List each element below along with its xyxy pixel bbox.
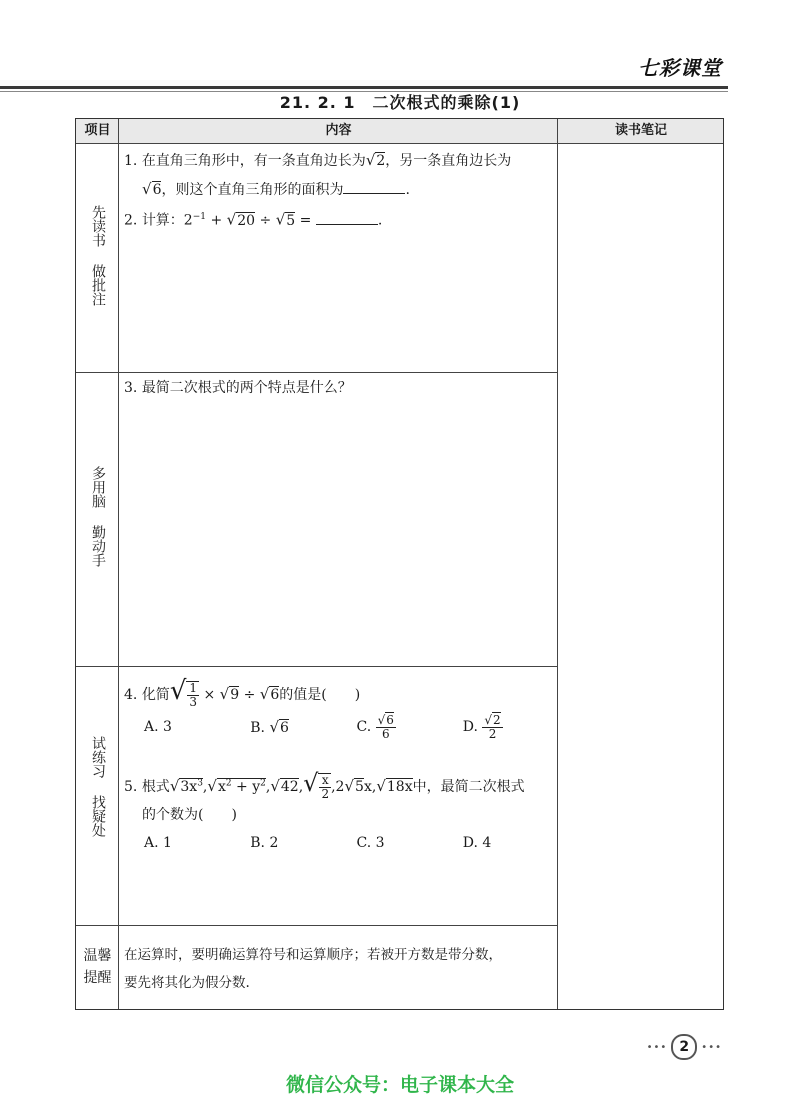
q1-number: 1. (124, 153, 138, 169)
q5-option-c[interactable]: C. 3 (356, 835, 385, 851)
q5-expr-2a: x (217, 779, 226, 795)
q4-option-d-label: D. (462, 719, 483, 735)
q5-option-b[interactable]: B. 2 (250, 835, 279, 851)
q4-option-d-den: 2 (488, 726, 497, 741)
q5-expr-5: 5 (355, 779, 364, 795)
sqrt-icon: √ (219, 685, 230, 703)
divider-row-2 (76, 666, 557, 667)
sqrt-icon: √ (169, 676, 187, 706)
question-1 (124, 146, 549, 204)
study-table (75, 118, 724, 1010)
q2-divide: ÷ (255, 212, 276, 229)
sqrt-icon: √ (269, 718, 280, 736)
page-number (647, 1034, 722, 1060)
q4-number: 4. (124, 687, 138, 703)
q1-text-c: ，则这个直角三角形的面积为 (161, 182, 344, 198)
q2-number: 2. (124, 212, 138, 229)
q5-expr-6: 18x (386, 779, 413, 795)
table-header-row (76, 119, 723, 144)
q5-line-2: 的个数为( ) (142, 807, 237, 823)
q4-radicand-9: 9 (230, 687, 240, 703)
header-content: 内容 (325, 123, 352, 138)
q3-text: 最简二次根式的两个特点是什么？ (141, 380, 352, 396)
notes-column[interactable] (558, 144, 724, 1009)
section-label-think (76, 466, 119, 574)
header-notes: 读书笔记 (614, 123, 667, 138)
q5-expr-1-exp: 3 (197, 778, 203, 789)
q3-number: 3. (124, 380, 138, 396)
page-number-value: 2 (671, 1034, 697, 1060)
question-2 (124, 203, 549, 235)
q5-expr-5-var: x (363, 779, 372, 795)
q4-option-d-num: 2 (493, 712, 501, 727)
header-item: 项目 (84, 123, 111, 138)
q4-option-c-label: C. (356, 719, 376, 735)
q5-expr-4 (318, 773, 331, 801)
q5-expr-1: 3x (180, 779, 198, 795)
section-label-read-2: 做批注 (90, 264, 106, 306)
q4-fraction (186, 681, 199, 709)
q4-option-c-fraction (376, 714, 396, 741)
q4-options (124, 713, 549, 742)
sqrt-icon: √ (377, 712, 386, 727)
sqrt-icon: √ (207, 777, 217, 795)
tip-line-2: 要先将其化为假分数. (124, 975, 250, 991)
section-label-practice-1: 试练习 (90, 736, 106, 778)
q2-plus: + (206, 212, 227, 229)
dots-left-icon: ••• (646, 1041, 668, 1053)
q2-radicand-2: 5 (286, 212, 296, 229)
q2-equals: = (295, 212, 316, 229)
q5-number: 5. (124, 779, 138, 795)
sqrt-icon: √ (303, 769, 319, 797)
q1-end: . (405, 182, 410, 198)
sqrt-icon: √ (376, 777, 386, 795)
q4-text-a: 化简 (141, 687, 170, 703)
section-label-think-2: 勤动手 (90, 525, 106, 567)
sqrt-icon: √ (270, 777, 280, 795)
q4-frac-num: 1 (189, 681, 198, 695)
question-5: 5. 根式$√3x^3,√x^2 + y^2,√42,√$ $\frac{x}{2}$ ,2√5x,√18x中，最简二次根式 的个数为( ) A. 1 B. 2 C. 3 D. 4 (124, 769, 549, 857)
tip-text (124, 941, 554, 997)
q4-radicand-6: 6 (270, 687, 280, 703)
q4-option-c-den: 6 (381, 726, 390, 741)
q5-text-a: 根式 (141, 779, 170, 795)
section-label-tip (76, 945, 119, 989)
q1-text-b: ，另一条直角边长为 (385, 153, 512, 169)
q5-expr-2a-exp: 2 (225, 778, 232, 789)
section-label-think-1: 多用脑 (90, 466, 106, 508)
q1-radicand-2: 6 (152, 182, 162, 198)
q5-option-a[interactable]: A. 1 (144, 835, 172, 851)
sqrt-icon: √ (484, 712, 493, 727)
q5-options (124, 829, 549, 857)
q4-frac-den: 3 (189, 695, 198, 709)
q2-radicand-1: 20 (237, 212, 256, 229)
section-label-practice-2: 找疑处 (90, 795, 106, 837)
section-label-read-1: 先读书 (90, 205, 106, 247)
brand-logo: 七彩课堂 (638, 56, 722, 80)
q2-text-a: 计算：2 (141, 212, 193, 229)
q4-option-c[interactable] (337, 713, 443, 742)
section-label-tip-1: 温馨 (83, 948, 112, 964)
q5-option-d[interactable]: D. 4 (462, 835, 492, 851)
q5-expr-4-num: x (319, 774, 331, 788)
q4-option-b-radicand: 6 (280, 720, 289, 736)
q1-radicand-1: 2 (376, 153, 386, 169)
q4-option-c-num: 6 (386, 712, 394, 727)
divider-row-3 (76, 925, 557, 926)
q4-divide: ÷ (239, 687, 260, 703)
question-3 (124, 374, 549, 402)
divider-row-1 (76, 372, 557, 373)
section-label-tip-2: 提醒 (83, 970, 112, 986)
sqrt-icon: √ (344, 777, 355, 795)
q1-answer-blank[interactable] (343, 179, 405, 194)
q4-option-b-label: B. (250, 720, 270, 736)
sqrt-icon: √ (259, 685, 270, 703)
q2-end: . (377, 212, 383, 229)
q1-text-a: 在直角三角形中，有一条直角边长为 (141, 153, 366, 169)
section-label-read (76, 205, 119, 313)
q5-expr-2b: + y (231, 779, 261, 795)
sqrt-icon: √ (169, 777, 180, 795)
question-4 (124, 677, 549, 742)
q5-expr-3: 42 (280, 779, 299, 795)
section-label-practice (76, 736, 119, 844)
q5-expr-5-coef: 2 (335, 779, 345, 795)
sqrt-icon: √ (142, 180, 152, 198)
page-title: 21. 2. 1 二次根式的乘除(1) (279, 93, 521, 112)
q4-option-b[interactable] (230, 713, 336, 742)
q4-option-d[interactable] (443, 713, 549, 742)
tip-line-1: 在运算时，要明确运算符号和运算顺序；若被开方数是带分数， (124, 947, 502, 963)
q4-text-b: 的值是( ) (279, 687, 361, 703)
q5-expr-2b-exp: 2 (260, 778, 266, 789)
dots-right-icon: ••• (701, 1041, 722, 1053)
q4-times: × (199, 687, 220, 703)
sqrt-icon: √ (275, 210, 286, 229)
sqrt-icon: √ (365, 151, 376, 169)
q2-answer-blank[interactable] (316, 210, 378, 225)
q5-expr-4-den: 2 (321, 787, 330, 801)
footer-watermark: 微信公众号：电子课本大全 (285, 1074, 514, 1096)
q2-exponent: −1 (192, 212, 207, 222)
q5-text-b: 中，最简二次根式 (412, 779, 525, 795)
q4-option-a[interactable]: A. 3 (144, 719, 172, 735)
sqrt-icon: √ (226, 210, 237, 229)
q4-option-d-fraction (482, 714, 502, 741)
header-rule (0, 86, 728, 89)
